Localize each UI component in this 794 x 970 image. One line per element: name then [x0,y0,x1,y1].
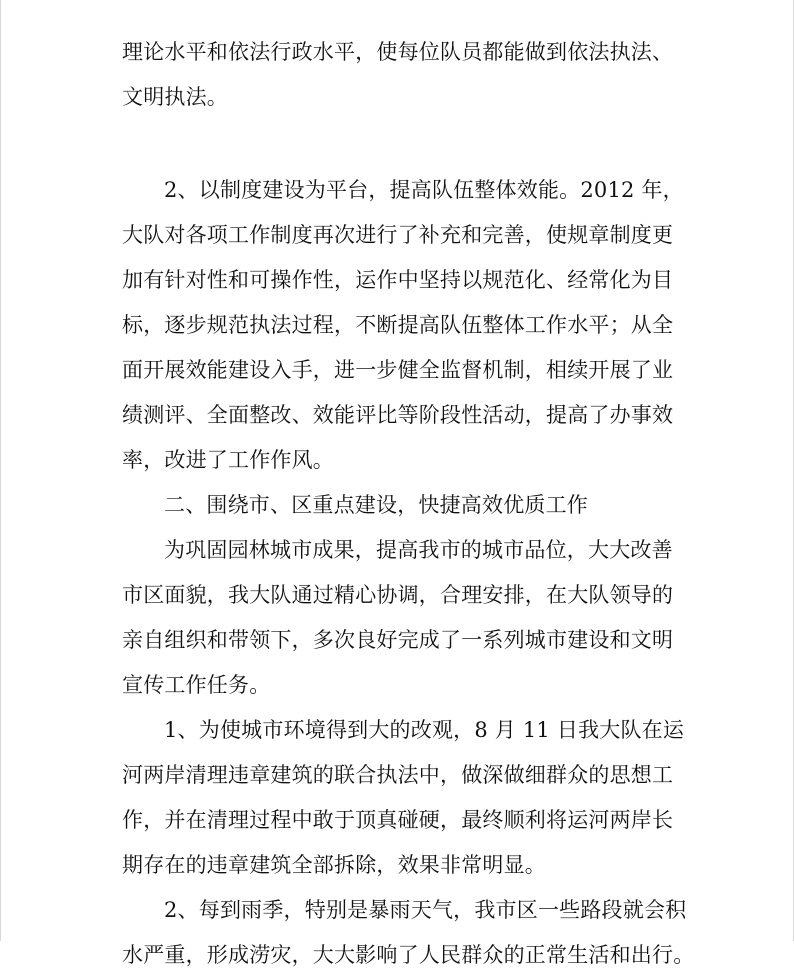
text-line: 市区面貌，我大队通过精心协调，合理安排，在大队领导的 [122,583,674,607]
section-heading: 二、围绕市、区重点建设，快捷高效优质工作 [164,493,588,517]
paragraph-first-line: 为巩固园林城市成果，提高我市的城市品位，大大改善 [164,538,673,562]
text-line: 期存在的违章建筑全部拆除，效果非常明显。 [122,853,546,877]
text-line: 面开展效能建设入手，进一步健全监督机制，相续开展了业 [122,358,674,382]
paragraph-first-line: 2、以制度建设为平台，提高队伍整体效能。2012 年， [164,178,684,202]
text-line: 率，改进了工作作风。 [122,448,334,472]
text-line: 宣传工作任务。 [122,673,271,697]
text-line: 文明执法。 [122,85,228,109]
text-line: 亲自组织和带领下，多次良好完成了一系列城市建设和文明 [122,628,674,652]
text-line: 理论水平和依法行政水平，使每位队员都能做到依法执法、 [122,40,674,64]
text-line: 绩测评、全面整改、效能评比等阶段性活动，提高了办事效 [122,403,674,427]
text-line: 水严重，形成涝灾，大大影响了人民群众的正常生活和出行。 [122,943,695,967]
text-line: 作，并在清理过程中敢于顶真碰硬，最终顺利将运河两岸长 [122,808,674,832]
text-line: 大队对各项工作制度再次进行了补充和完善，使规章制度更 [122,223,674,247]
text-line: 标，逐步规范执法过程，不断提高队伍整体工作水平；从全 [122,313,674,337]
paragraph-first-line: 2、每到雨季，特别是暴雨天气，我市区一些路段就会积 [164,898,687,922]
text-line: 加有针对性和可操作性，运作中坚持以规范化、经常化为目 [122,268,674,292]
paragraph-first-line: 1、为使城市环境得到大的改观，8 月 11 日我大队在运 [164,718,685,742]
text-line: 河两岸清理违章建筑的联合执法中，做深做细群众的思想工 [122,763,674,787]
